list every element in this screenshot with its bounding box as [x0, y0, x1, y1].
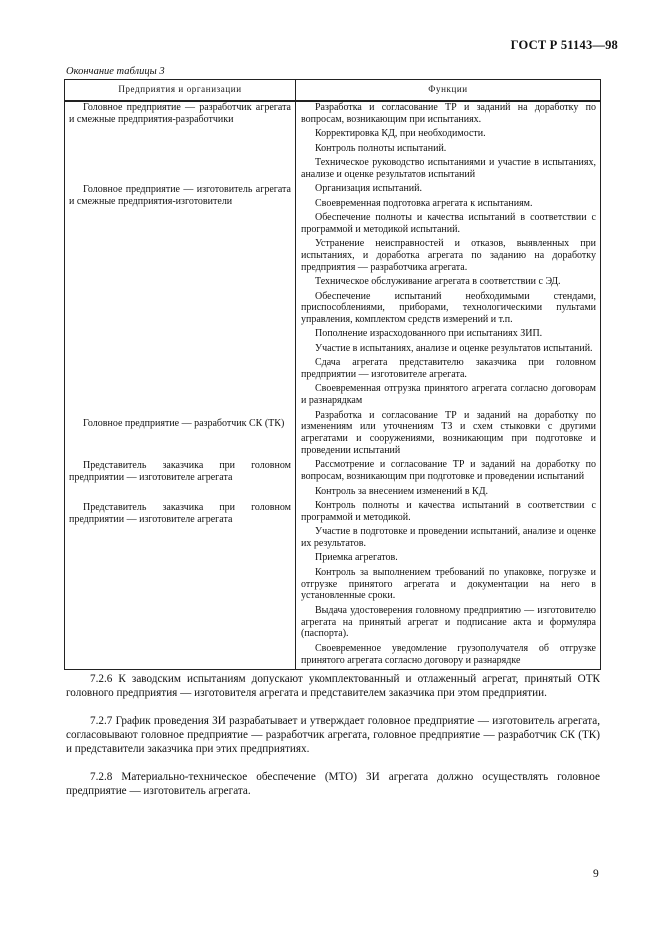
function-item: Техническое руководство испытаниями и участие в испытаниях, анализе и оценке результатов испытаний	[301, 156, 596, 180]
function-item: Разработка и согласование ТР и заданий на доработку по вопросам, возникающим при испытаниях.	[301, 102, 596, 125]
functions-cell	[296, 101, 601, 669]
table-header-row	[65, 80, 601, 102]
table-body-row	[65, 101, 601, 669]
column-header-organizations: Предприятия и организации	[65, 80, 296, 102]
function-item: Корректировка КД, при необходимости.	[315, 128, 486, 140]
function-item: Участие в испытаниях, анализе и оценке результатов испытаний.	[315, 342, 593, 354]
paragraph-7-2-7: 7.2.7 График проведения ЗИ разрабатывает и утверждает головное предприятие — изготовитель агрегата, согласовывают головное предприятие — разработчик агрегата, головное предприятие — разработчик СК (ТК) и представители заказчика при этих предприятиях.	[66, 715, 600, 755]
function-item: Участие в подготовке и проведении испытаний, анализе и оценке их результатов.	[301, 526, 596, 549]
function-item: Разработка и согласование ТР и заданий на доработку по изменениям или уточнениям ТЗ и схем стыковки с другими агрегатами и сооружениями, возникающим при подготовке и проведении испытаний	[301, 409, 596, 457]
paragraph-7-2-6: 7.2.6 К заводским испытаниям допускают укомплектованный и отлаженный агрегат, принятый ОТК головного предприятия — изготовителя агрегата и представителем заказчика при этом предприятии.	[66, 673, 600, 699]
page-number: 9	[593, 868, 599, 880]
org-entry: Представитель заказчика при головном предприятии — изготовителе агрегата	[69, 460, 291, 483]
document-header: ГОСТ Р 51143—98	[510, 38, 618, 52]
org-entry: Головное предприятие — разработчик СК (ТК)	[83, 418, 285, 429]
table-caption: Окончание таблицы 3	[66, 66, 165, 77]
functions-table	[64, 79, 601, 670]
paragraph-7-2-8: 7.2.8 Материально-техническое обеспечение (МТО) ЗИ агрегата должно осуществлять головное предприятие — изготовитель агрегата.	[66, 771, 600, 797]
function-item: Организация испытаний.	[315, 183, 423, 195]
function-item: Своевременное уведомление грузополучателя об отгрузке принятого агрегата согласно договору и разнарядке	[301, 642, 596, 666]
function-item: Рассмотрение и согласование ТР и заданий на доработку по вопросам, возникающим при подготовке и проведении испытаний	[301, 459, 596, 483]
function-item: Техническое обслуживание агрегата в соответствии с ЭД.	[315, 276, 561, 288]
function-item: Приемка агрегатов.	[315, 552, 398, 564]
column-header-functions: Функции	[296, 80, 601, 102]
function-item: Контроль за внесением изменений в КД.	[315, 485, 489, 497]
function-item: Своевременная подготовка агрегата к испытаниям.	[315, 197, 533, 209]
organizations-cell	[65, 101, 296, 669]
function-item: Обеспечение полноты и качества испытаний в соответствии с программой и методикой испытаний.	[301, 211, 596, 235]
function-item: Сдача агрегата представителю заказчика при головном предприятии — изготовителе агрегата.	[301, 357, 596, 381]
function-item: Контроль полноты испытаний.	[315, 142, 447, 154]
function-item: Выдача удостоверения головному предприятию — изготовителю агрегата на принятый агрегат и подписание акта и формуляра (паспорта).	[301, 604, 596, 640]
function-item: Устранение неисправностей и отказов, выявленных при испытаниях, и доработка агрегата по заданию на доработку предприятия — разработчика агрегата.	[301, 238, 596, 273]
function-item: Контроль полноты и качества испытаний в соответствии с программой и методикой.	[301, 500, 596, 523]
function-item: Пополнение израсходованного при испытаниях ЗИП.	[315, 328, 543, 340]
function-item: Контроль за выполнением требований по упаковке, погрузке и отгрузке принятого агрегата и документации на него в установленные сроки.	[301, 566, 596, 602]
function-item: Обеспечение испытаний необходимыми стендами, приспособлениями, приборами, технологическими пультами управления, комплектом средств измерений и т.п.	[301, 290, 596, 326]
org-entry: Головное предприятие — разработчик агрегата и смежные предприятия-разработчики	[69, 102, 291, 125]
org-entry: Представитель заказчика при головном предприятии — изготовителе агрегата	[69, 502, 291, 525]
org-entry: Головное предприятие — изготовитель агрегата и смежные предприятия-изготовители	[69, 184, 291, 207]
function-item: Своевременная отгрузка принятого агрегата согласно договорам и разнарядкам	[301, 383, 596, 407]
